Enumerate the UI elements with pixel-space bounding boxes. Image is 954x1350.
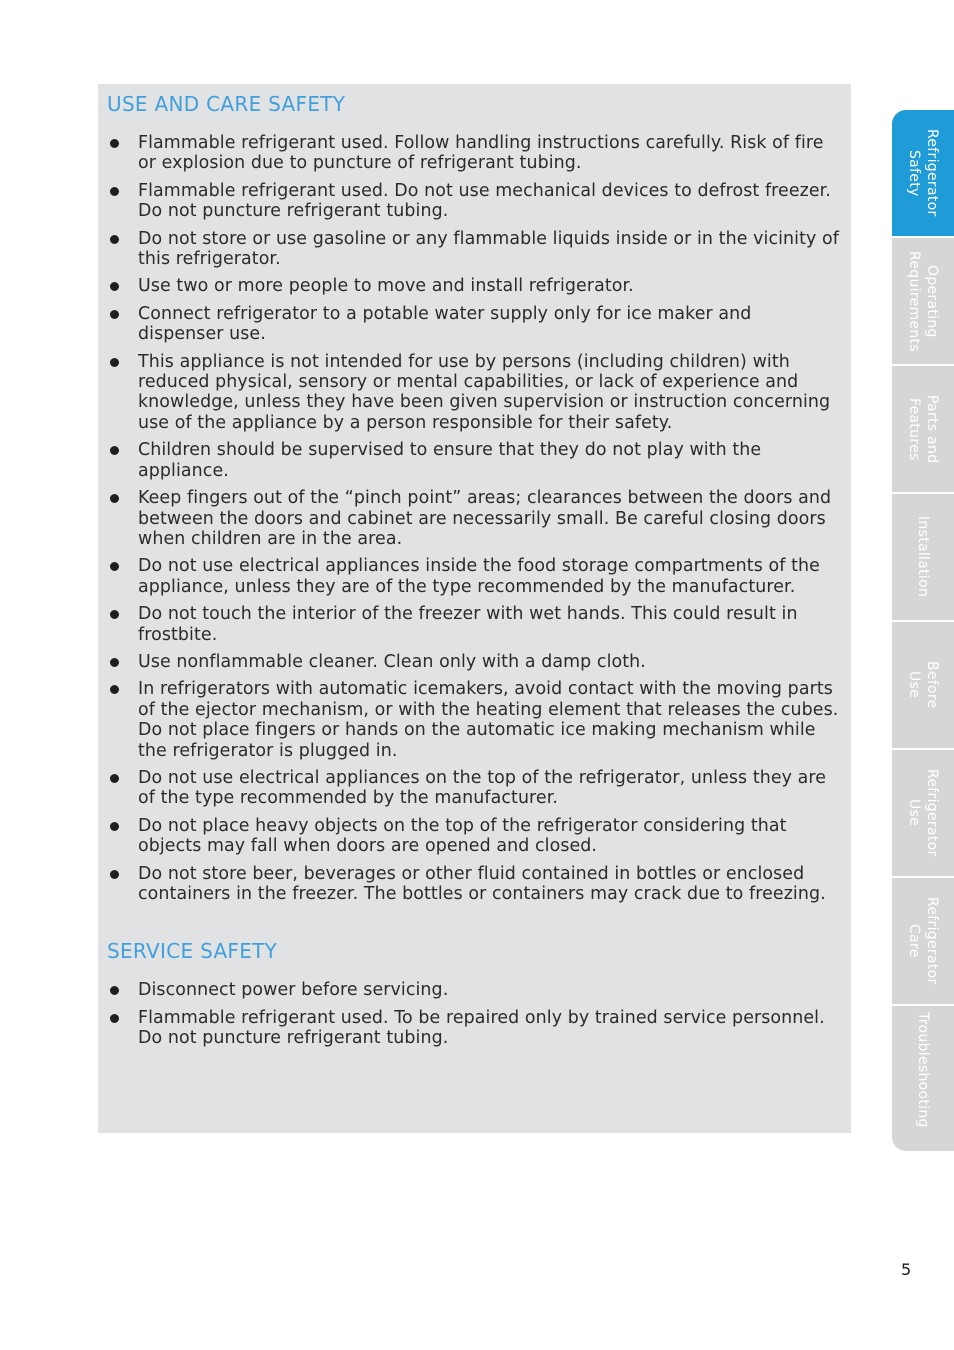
list-item: Do not store or use gasoline or any flammable liquids inside or in the vicinity of this refrigerator. bbox=[107, 229, 839, 270]
tab-parts-and-features[interactable] bbox=[892, 366, 954, 494]
list-item: In refrigerators with automatic icemakers, avoid contact with the moving parts of the ejector mechanism, or with the heating element that releases the cubes. Do not place fingers or hands on the automatic ice making mechanism while the refrigerator is plugged in. bbox=[107, 679, 839, 761]
list-item: Use two or more people to move and install refrigerator. bbox=[107, 276, 839, 296]
list-item: Do not use electrical appliances on the top of the refrigerator, unless they are of the type recommended by the manufacturer. bbox=[107, 768, 839, 809]
list-item: Keep fingers out of the “pinch point” areas; clearances between the doors and between the doors and cabinet are necessarily small. Be careful closing doors when children are in the area. bbox=[107, 488, 839, 549]
tab-label: Refrigerator Use bbox=[906, 769, 940, 857]
list-item: Flammable refrigerant used. Do not use mechanical devices to defrost freezer. Do not puncture refrigerant tubing. bbox=[107, 181, 839, 222]
list-item: Flammable refrigerant used. To be repaired only by trained service personnel. Do not puncture refrigerant tubing. bbox=[107, 1008, 839, 1049]
list-item: Connect refrigerator to a potable water supply only for ice maker and dispenser use. bbox=[107, 304, 839, 345]
tab-label: Refrigerator Care bbox=[906, 897, 940, 985]
section-tabs bbox=[892, 110, 954, 1151]
tab-operating-requirements[interactable] bbox=[892, 238, 954, 366]
tab-label: Troubleshooting bbox=[915, 1011, 931, 1128]
tab-refrigerator-use[interactable] bbox=[892, 750, 954, 878]
tab-label: Parts and Features bbox=[906, 394, 940, 464]
list-item: This appliance is not intended for use by persons (including children) with reduced physical, sensory or mental capabilities, or lack of experience and knowledge, unless they have been given supervision or instruction concerning use of the appliance by a person responsible for their safety. bbox=[107, 352, 839, 434]
tab-troubleshooting[interactable] bbox=[892, 1006, 954, 1133]
service-safety-heading: SERVICE SAFETY bbox=[107, 939, 278, 964]
list-item: Do not place heavy objects on the top of the refrigerator considering that objects may fall when doors are opened and closed. bbox=[107, 816, 839, 857]
use-and-care-safety-heading: USE AND CARE SAFETY bbox=[107, 92, 346, 116]
use-and-care-safety-list bbox=[107, 133, 839, 904]
list-item: Flammable refrigerant used. Follow handling instructions carefully. Risk of fire or explosion due to puncture of refrigerant tubing. bbox=[107, 133, 839, 174]
list-item: Children should be supervised to ensure that they do not play with the appliance. bbox=[107, 440, 839, 481]
tab-label: Operating Requirements bbox=[906, 250, 940, 352]
tab-label: Refrigerator Safety bbox=[906, 129, 940, 217]
tab-label: Installation bbox=[915, 516, 931, 598]
page-number: 5 bbox=[901, 1260, 912, 1279]
tab-before-use[interactable] bbox=[892, 622, 954, 750]
tab-refrigerator-safety[interactable] bbox=[892, 110, 954, 238]
service-safety-list bbox=[107, 980, 839, 1048]
safety-panel bbox=[98, 84, 851, 1133]
list-item: Do not store beer, beverages or other fluid contained in bottles or enclosed containers in the freezer. The bottles or containers may crack due to freezing. bbox=[107, 864, 839, 905]
list-item: Do not touch the interior of the freezer with wet hands. This could result in frostbite. bbox=[107, 604, 839, 645]
tab-label: Before Use bbox=[906, 661, 940, 709]
tab-installation[interactable] bbox=[892, 494, 954, 622]
tab-refrigerator-care[interactable] bbox=[892, 878, 954, 1006]
list-item: Disconnect power before servicing. bbox=[107, 980, 839, 1000]
list-item: Use nonflammable cleaner. Clean only with a damp cloth. bbox=[107, 652, 839, 672]
list-item: Do not use electrical appliances inside the food storage compartments of the appliance, unless they are of the type recommended by the manufacturer. bbox=[107, 556, 839, 597]
